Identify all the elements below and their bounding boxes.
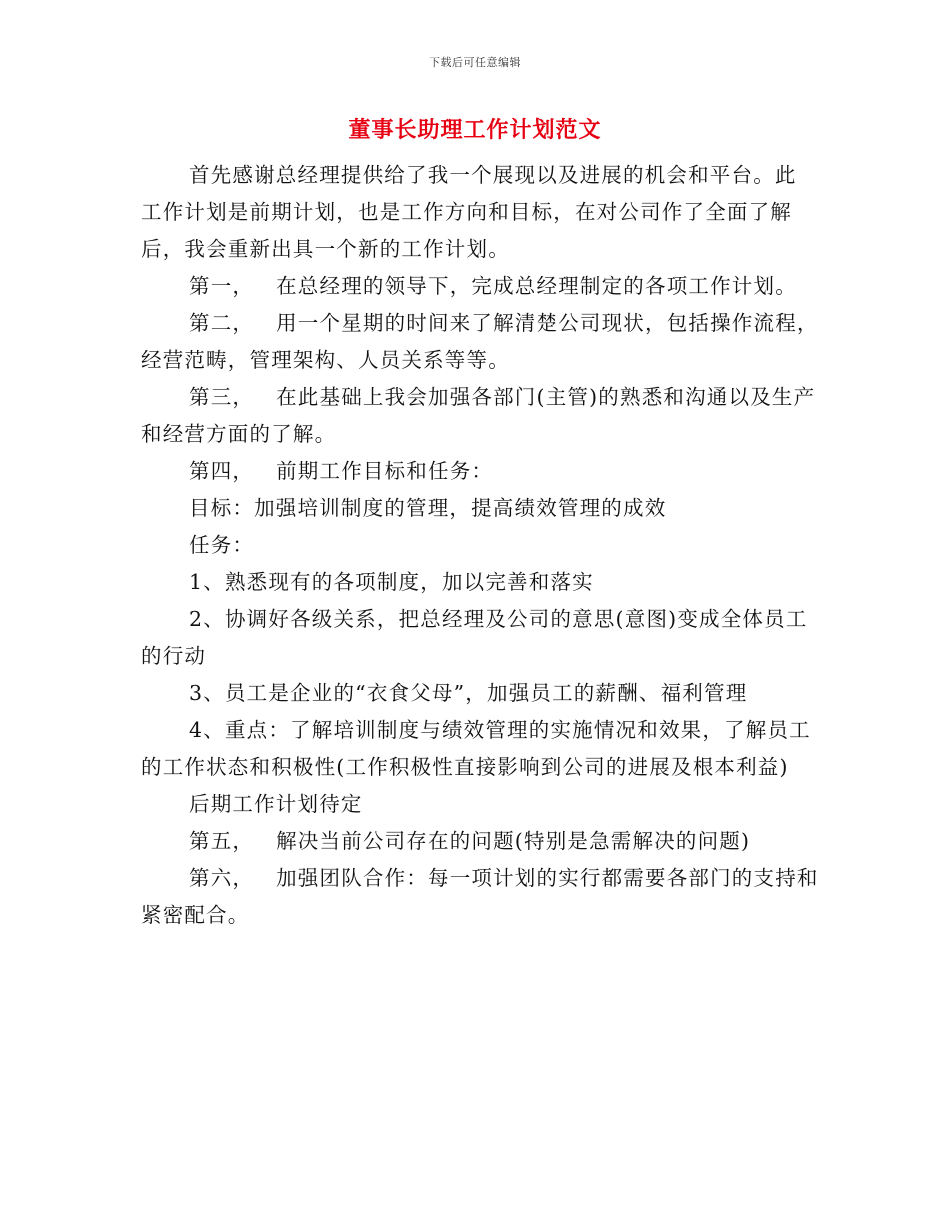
paragraph-line [141, 860, 819, 897]
paragraph-line: 1、熟悉现有的各项制度，加以完善和落实 [189, 570, 594, 594]
item-text: 解决当前公司存在的问题(特别是急需解决的问题) [276, 829, 751, 853]
paragraph-line [141, 305, 819, 342]
document-title: 董事长助理工作计划范文 [348, 118, 602, 143]
item-text: 在总经理的领导下，完成总经理制定的各项工作计划。 [276, 274, 797, 298]
paragraph-line: 4、重点：了解培训制度与绩效管理的实施情况和效果，了解员工 [189, 718, 811, 742]
header-note: 下载后可任意编辑 [429, 56, 521, 69]
paragraph-line: 工作计划是前期计划，也是工作方向和目标，在对公司作了全面了解 [141, 200, 792, 224]
item-number: 第六， [189, 866, 255, 890]
paragraph-line [141, 823, 809, 860]
paragraph-line: 后期工作计划待定 [189, 792, 363, 816]
paragraph-line: 2、协调好各级关系，把总经理及公司的意思(意图)变成全体员工 [189, 607, 808, 631]
paragraph-line: 的工作状态和积极性(工作积极性直接影响到公司的进展及根本利益) [141, 755, 789, 779]
item-text: 用一个星期的时间来了解清楚公司现状，包括操作流程， [276, 311, 819, 335]
paragraph-line [141, 453, 809, 490]
paragraph-line: 后，我会重新出具一个新的工作计划。 [141, 237, 510, 261]
paragraph-line: 任务： [189, 533, 255, 557]
document-body [141, 157, 819, 934]
paragraph-line: 的行动 [141, 644, 207, 668]
item-number: 第四， [189, 459, 255, 483]
item-number: 第一， [189, 274, 255, 298]
item-text: 加强团队合作：每一项计划的实行都需要各部门的支持和 [276, 866, 819, 890]
paragraph-line: 和经营方面的了解。 [141, 422, 337, 446]
paragraph-line: 3、员工是企业的“衣食父母”，加强员工的薪酬、福利管理 [189, 681, 748, 705]
paragraph-line: 首先感谢总经理提供给了我一个展现以及进展的机会和平台。此 [189, 163, 797, 187]
paragraph-line: 目标：加强培训制度的管理，提高绩效管理的成效 [189, 496, 667, 520]
paragraph-line [141, 268, 809, 305]
item-number: 第三， [189, 385, 255, 409]
item-text: 在此基础上我会加强各部门(主管)的熟悉和沟通以及生产 [276, 385, 816, 409]
paragraph-line: 经营范畴，管理架构、人员关系等等。 [141, 348, 510, 372]
item-number: 第二， [189, 311, 255, 335]
paragraph-line [141, 379, 816, 416]
paragraph-line: 紧密配合。 [141, 903, 250, 927]
item-text: 前期工作目标和任务： [276, 459, 494, 483]
item-number: 第五， [189, 829, 255, 853]
